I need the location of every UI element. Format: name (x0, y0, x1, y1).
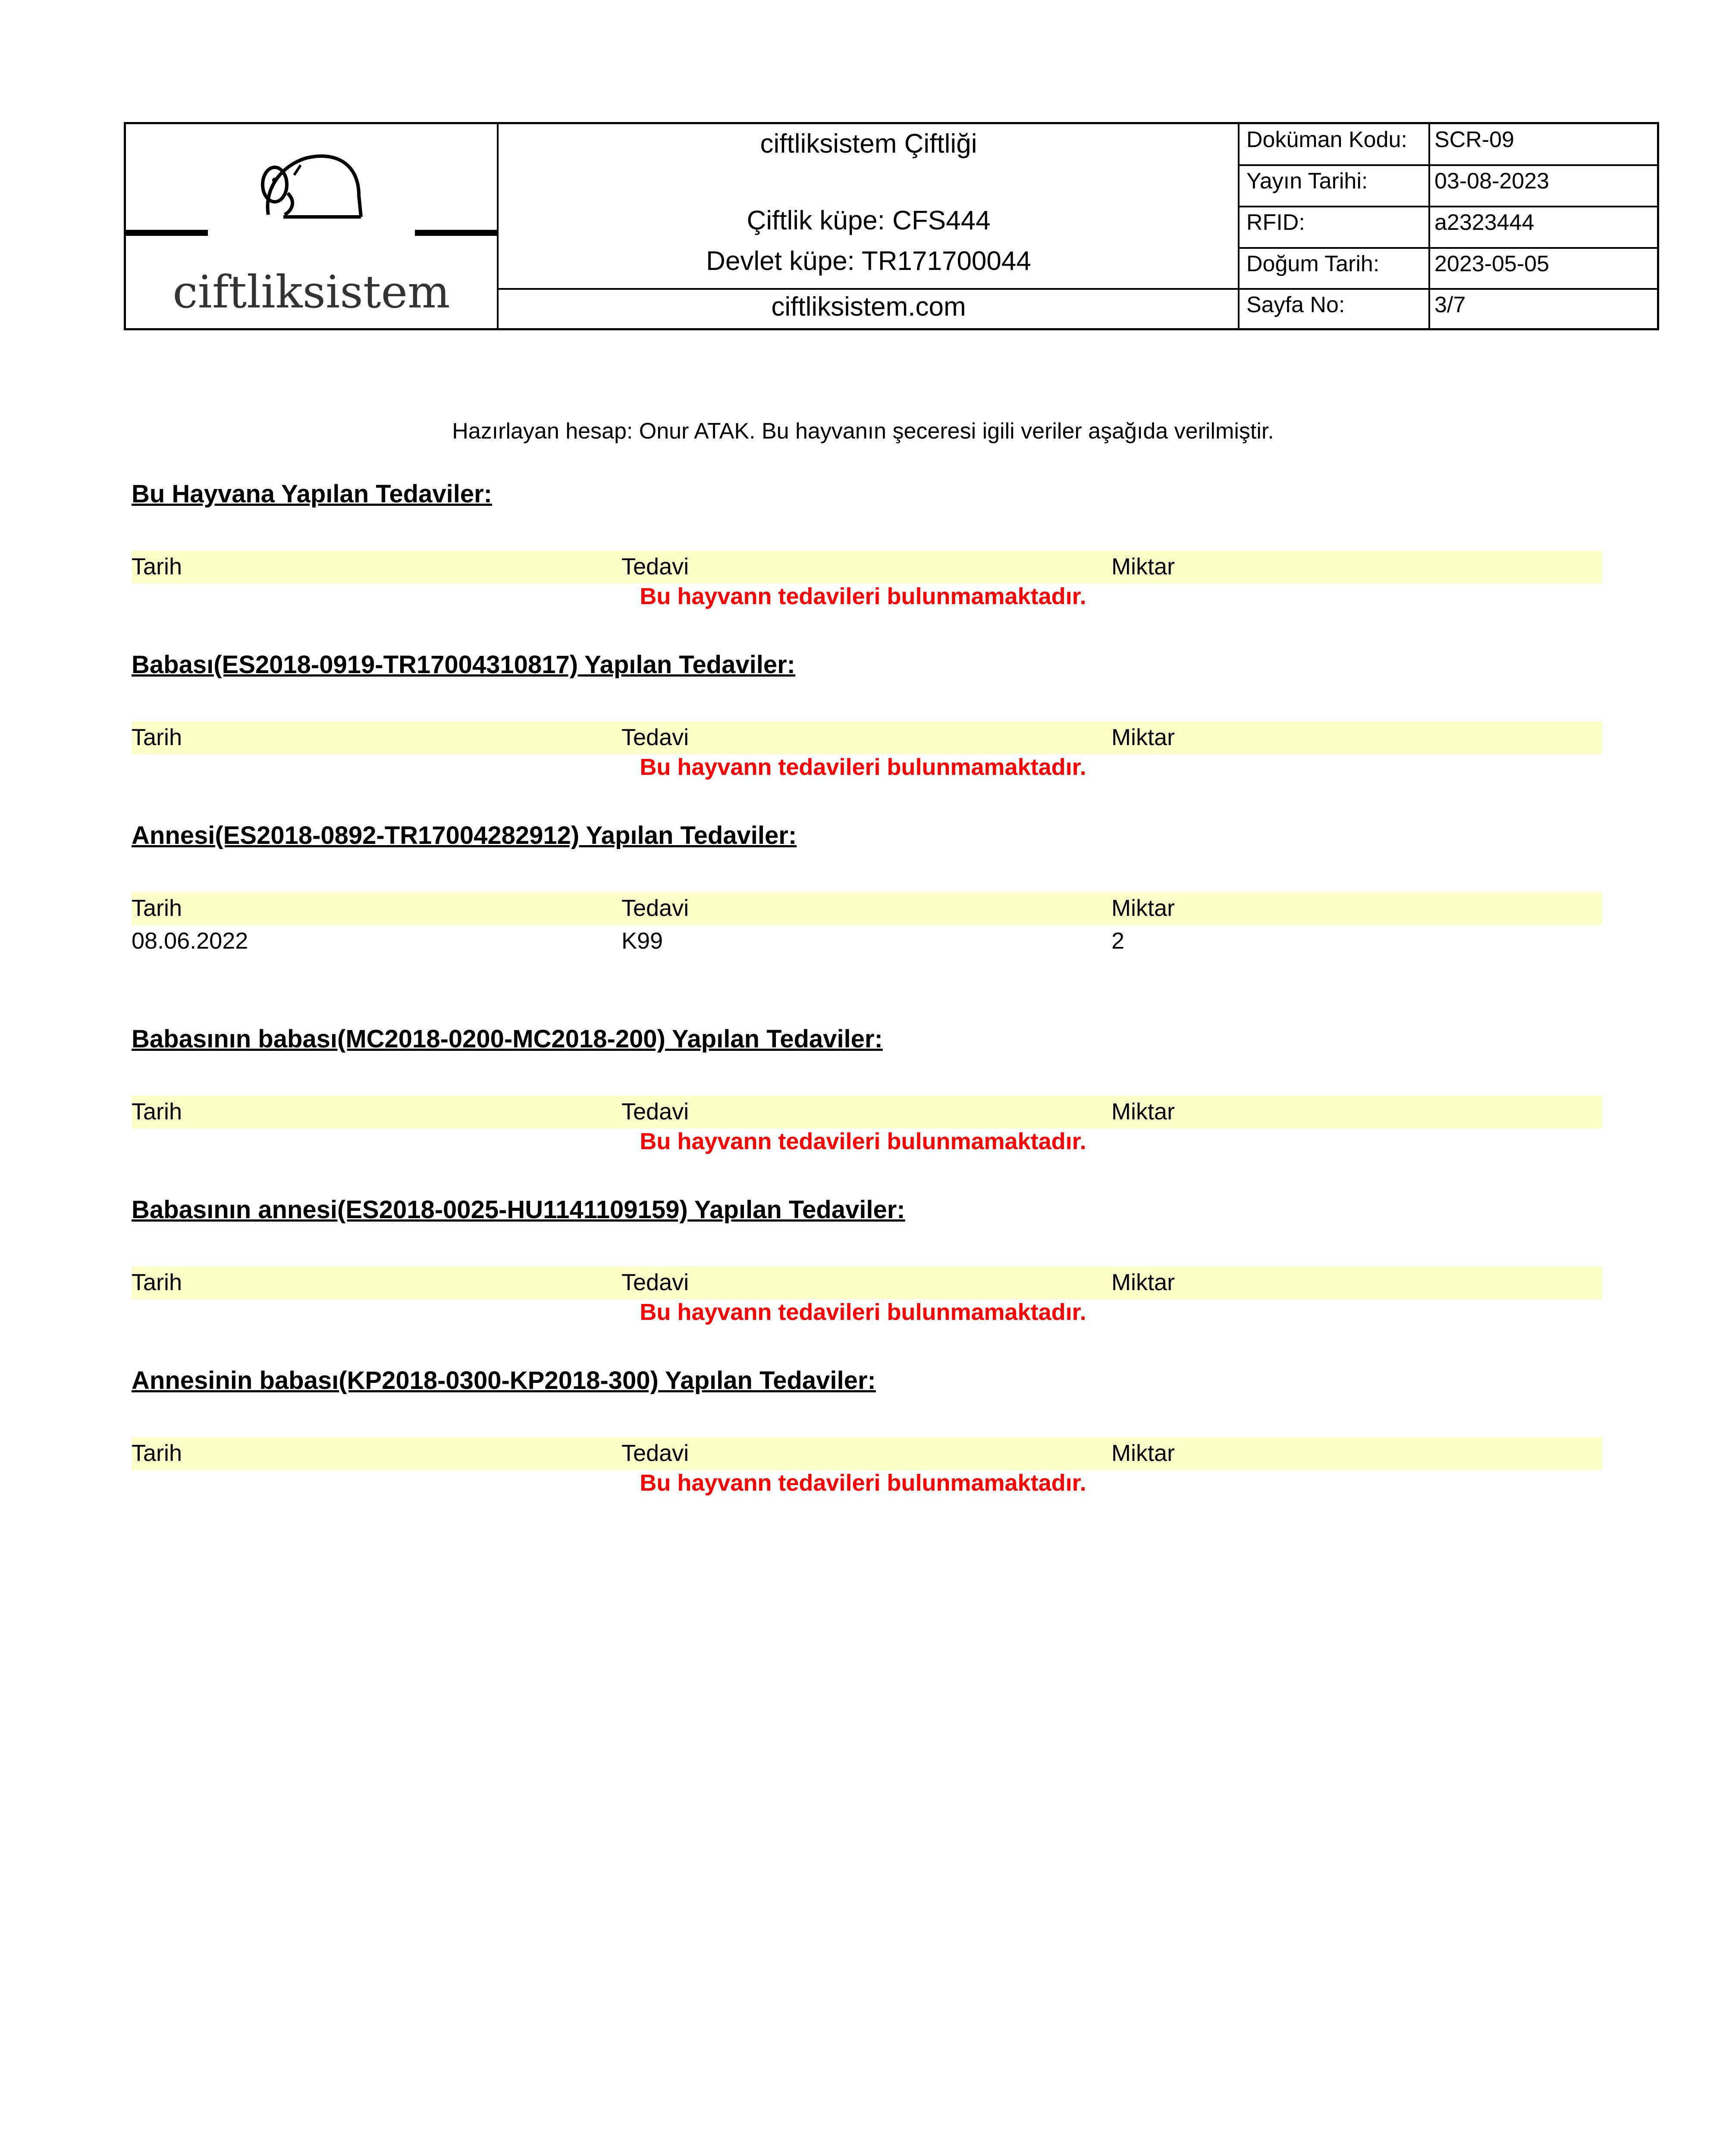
farm-name: ciftliksistem Çiftliği (760, 129, 977, 159)
col-treatment-header: Tedavi (621, 1269, 689, 1295)
section-title: Bu Hayvana Yapılan Tedaviler: (132, 480, 492, 508)
empty-message: Bu hayvann tedavileri bulunmamaktadır. (640, 754, 1086, 780)
logo (126, 124, 497, 328)
table-row (132, 925, 1602, 958)
section-title: Annesinin babası(KP2018-0300-KP2018-300) Yapılan Tedaviler: (132, 1366, 876, 1395)
cell-date: 08.06.2022 (132, 928, 248, 954)
info-row-page-no (1240, 289, 1657, 330)
col-treatment-header: Tedavi (621, 895, 689, 921)
info-value: a2323444 (1434, 210, 1535, 235)
col-date-header: Tarih (132, 1099, 182, 1125)
empty-message: Bu hayvann tedavileri bulunmamaktadır. (640, 1299, 1086, 1325)
table-header (132, 1437, 1602, 1470)
col-amount-header: Miktar (1111, 554, 1175, 580)
info-label: Sayfa No: (1246, 292, 1345, 317)
info-value: 03-08-2023 (1434, 169, 1549, 194)
state-tag: Devlet küpe: TR171700044 (706, 246, 1031, 276)
col-amount-header: Miktar (1111, 1269, 1175, 1295)
info-value: 3/7 (1434, 292, 1466, 317)
info-row-publish-date (1240, 166, 1657, 207)
info-label: Yayın Tarihi: (1246, 169, 1368, 194)
col-date-header: Tarih (132, 554, 182, 580)
col-treatment-header: Tedavi (621, 1099, 689, 1125)
col-date-header: Tarih (132, 895, 182, 921)
table-header (132, 1096, 1602, 1128)
col-amount-header: Miktar (1111, 1099, 1175, 1125)
table-header (132, 721, 1602, 754)
info-value: 2023-05-05 (1434, 251, 1549, 276)
document-info-table (1240, 124, 1657, 328)
info-label: Doküman Kodu: (1246, 127, 1407, 152)
empty-message: Bu hayvann tedavileri bulunmamaktadır. (640, 583, 1086, 609)
col-treatment-header: Tedavi (621, 724, 689, 750)
col-amount-header: Miktar (1111, 724, 1175, 750)
col-date-header: Tarih (132, 1440, 182, 1466)
empty-message: Bu hayvann tedavileri bulunmamaktadır. (640, 1470, 1086, 1496)
info-label: Doğum Tarih: (1246, 251, 1380, 276)
info-row-birth-date (1240, 248, 1657, 289)
col-date-header: Tarih (132, 724, 182, 750)
col-amount-header: Miktar (1111, 895, 1175, 921)
website: ciftliksistem.com (771, 292, 966, 322)
info-label: RFID: (1246, 210, 1305, 235)
farm-info (499, 124, 1239, 328)
section-title: Babasının babası(MC2018-0200-MC2018-200) Yapılan Tedaviler: (132, 1025, 883, 1053)
table-header (132, 551, 1602, 583)
section-title: Annesi(ES2018-0892-TR17004282912) Yapılan Tedaviler: (132, 821, 797, 849)
cell-treatment: K99 (621, 928, 663, 954)
empty-message: Bu hayvann tedavileri bulunmamaktadır. (640, 1128, 1086, 1154)
col-amount-header: Miktar (1111, 1440, 1175, 1466)
table-header (132, 1266, 1602, 1299)
section-title: Babasının annesi(ES2018-0025-HU1141109159) Yapılan Tedaviler: (132, 1196, 905, 1224)
cell-amount: 2 (1111, 928, 1125, 954)
info-row-doc-code (1240, 124, 1657, 165)
col-treatment-header: Tedavi (621, 1440, 689, 1466)
col-treatment-header: Tedavi (621, 554, 689, 580)
logo-text: ciftliksistem (173, 266, 450, 318)
info-value: SCR-09 (1434, 127, 1514, 152)
table-header (132, 892, 1602, 925)
document-header (124, 122, 1659, 330)
col-date-header: Tarih (132, 1269, 182, 1295)
info-row-rfid (1240, 207, 1657, 248)
farm-tag: Çiftlik küpe: CFS444 (747, 206, 991, 235)
intro-text: Hazırlayan hesap: Onur ATAK. Bu hayvanın şeceresi igili veriler aşağıda verilmiştir. (452, 419, 1274, 444)
section-title: Babası(ES2018-0919-TR17004310817) Yapılan Tedaviler: (132, 651, 795, 679)
